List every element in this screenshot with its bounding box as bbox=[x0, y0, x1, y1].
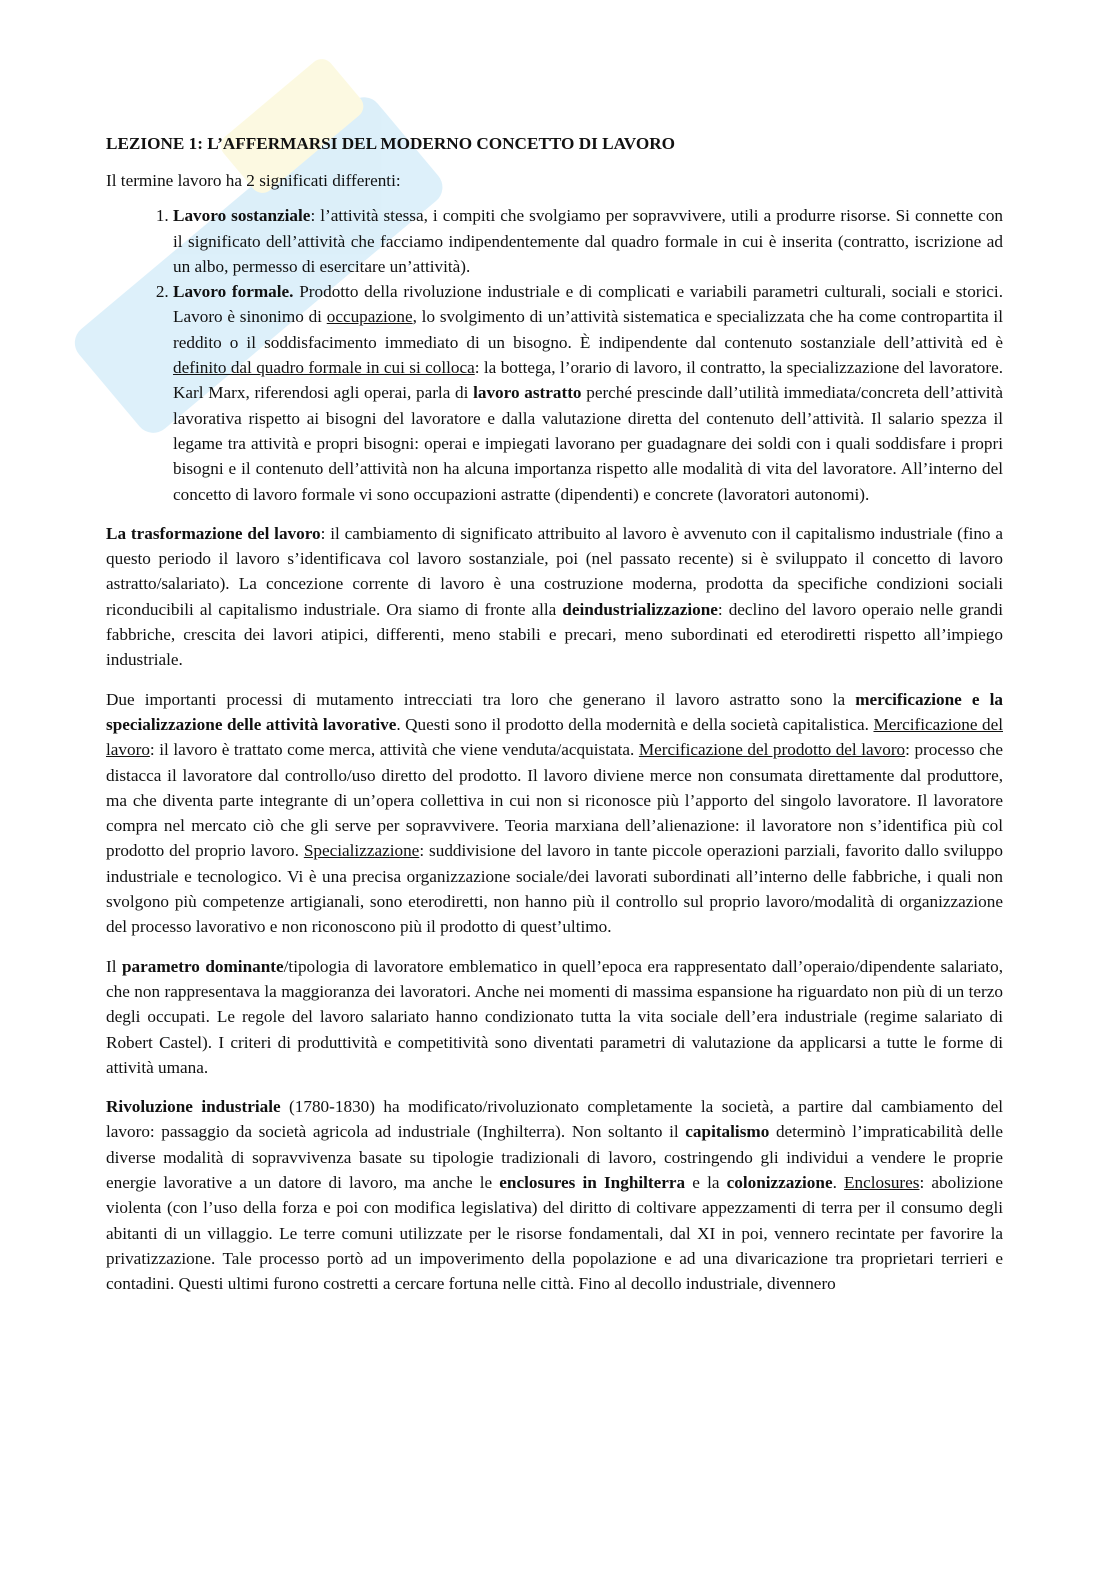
paragraph-rivoluzione: Rivoluzione industriale (1780-1830) ha modificato/rivoluzionato completamente la società, a partire dal cambiamento del lavoro: passaggio da società agricola ad industriale (Inghilterra). Non soltanto il capitalismo determinò l’impraticabilità delle diverse modalità di sopravvivenza basate su tipologie tradizionali di lavoro, costringendo gli individui a vendere le proprie energie lavorative a un datore di lavoro, ma anche le enclosures in Inghilterra e la colonizzazione. Enclosures: abolizione violenta (con l’uso della forza e poi con modifica legislativa) del diritto di coltivare appezzamenti di terra per il consumo degli abitanti di un villaggio. Le terre comuni utilizzate per le risorse fondamentali, dal XI in poi, vennero recintate per favorire la privatizzazione. Tale processo portò ad un impoverimento della popolazione e ad una divaricazione tra proprietari terrieri e contadini. Questi ultimi furono costretti a cercare fortuna nelle città. Fino al decollo industriale, divennero bbox=[106, 1097, 1003, 1294]
list-item: 1. Lavoro sostanziale: l’attività stessa, i compiti che svolgiamo per sopravvivere, utili a produrre risorse. Si connette con il significato dell’attività che facciamo indipendentemente dal quadro formale in cui è inserita (contratto, iscrizione ad un albo, permesso di esercitare un’attività). bbox=[173, 203, 1003, 279]
paragraph-parametro: Il parametro dominante/tipologia di lavoratore emblematico in quell’epoca era rappresentato dall’operaio/dipendente salariato, che non rappresentava la maggioranza dei lavoratori. Anche nei momenti di massima espansione ha riguardato non più di un terzo degli occupati. Le regole del lavoro salariato hanno condizionato tutta la vita sociale dell’era industriale (regime salariato di Robert Castel). I criteri di produttività e competitività sono diventati parametri di valutazione da applicarsi a tutte le forme di attività umana. bbox=[106, 956, 1004, 1077]
document-content bbox=[106, 131, 1003, 1296]
underlined-phrase: definito dal quadro formale in cui si colloca bbox=[173, 358, 475, 378]
paragraph-mercificazione: Due importanti processi di mutamento intrecciati tra loro che generano il lavoro astratto sono la mercificazione e la specializzazione delle attività lavorative. Questi sono il prodotto della modernità e della società capitalistica. Mercificazione del lavoro: il lavoro è trattato come merca, attività che viene venduta/acquistata. Mercificazione del prodotto del lavoro: processo che distacca il lavoratore dal controllo/uso diretto del prodotto. Il lavoro diviene merce non consumata direttamente dal produttore, ma che diventa parte integrante di un’opera collettiva in cui non si riconosce più l’apporto del singolo lavoratore. Il lavoratore compra nel mercato ciò che gli serve per sopravvivere. Teoria marxiana dell’alienazione: il lavoratore non s’identifica più col prodotto del proprio lavoro. Specializzazione: suddivisione del lavoro in tante piccole operazioni parziali, favorito dallo sviluppo industriale e tecnologico. Vi è una precisa organizzazione sociale/dei lavorati subordinati all’interno delle fabbriche, i quali non svolgono più competenze artigianali, sono eterodiretti, non hanno più il controllo sul proprio lavoro/modalità di organizzazione del processo lavorativo e non riconoscono più il prodotto di quest’ultimo. bbox=[106, 689, 1003, 937]
bold-term: lavoro astratto bbox=[473, 383, 582, 403]
lesson-title: LEZIONE 1: L’AFFERMARSI DEL MODERNO CONCETTO DI LAVORO bbox=[106, 134, 675, 153]
term-lavoro-formale: Lavoro formale. bbox=[173, 282, 294, 302]
meanings-list bbox=[106, 203, 1003, 507]
term-lavoro-sostanziale: Lavoro sostanziale bbox=[173, 206, 311, 226]
list-item: 2. Lavoro formale. Prodotto della rivoluzione industriale e di complicati e variabili parametri culturali, sociali e storici. Lavoro è sinonimo di occupazione, lo svolgimento di un’attività sistematica e specializzata che ha come contropartita il reddito o il soddisfacimento immediato di un bisogno. È indipendente dal contenuto sostanziale dell’attività ed è definito dal quadro formale in cui si colloca: la bottega, l’orario di lavoro, il contratto, la specializzazione del lavoratore. Karl Marx, riferendosi agli operai, parla di lavoro astratto perché prescinde dall’utilità immediata/concreta dell’attività lavorativa rispetto ai bisogni del lavoratore e dalla valutazione diretta del contenuto dell’attività. Il salario spezza il legame tra attività e propri bisogni: operai e impiegati lavorano per guadagnare dei soldi con i quali soddisfare i propri bisogni e il contenuto dell’attività non ha alcuna importanza rispetto alle modalità di vita del lavoratore. All’interno del concetto di lavoro formale vi sono occupazioni astratte (dipendenti) e concrete (lavoratori autonomi). bbox=[173, 279, 1003, 507]
intro-line: Il termine lavoro ha 2 significati differenti: bbox=[106, 171, 401, 190]
paragraph-trasformazione: La trasformazione del lavoro: il cambiamento di significato attribuito al lavoro è avvenuto con il capitalismo industriale (fino a questo periodo il lavoro s’identificava col lavoro sostanziale, poi (nel passato recente) si è sviluppato il concetto di lavoro astratto/salariato). La concezione corrente di lavoro è una costruzione moderna, prodotta da specifiche condizioni sociali riconducibili al capitalismo industriale. Ora siamo di fronte alla deindustrializzazione: declino del lavoro operaio nelle grandi fabbriche, crescita dei lavori atipici, differenti, meno stabili e precari, meno subordinati ed eterodiretti rispetto all’impiego industriale. bbox=[106, 523, 1003, 670]
underlined-term: occupazione bbox=[326, 307, 413, 327]
